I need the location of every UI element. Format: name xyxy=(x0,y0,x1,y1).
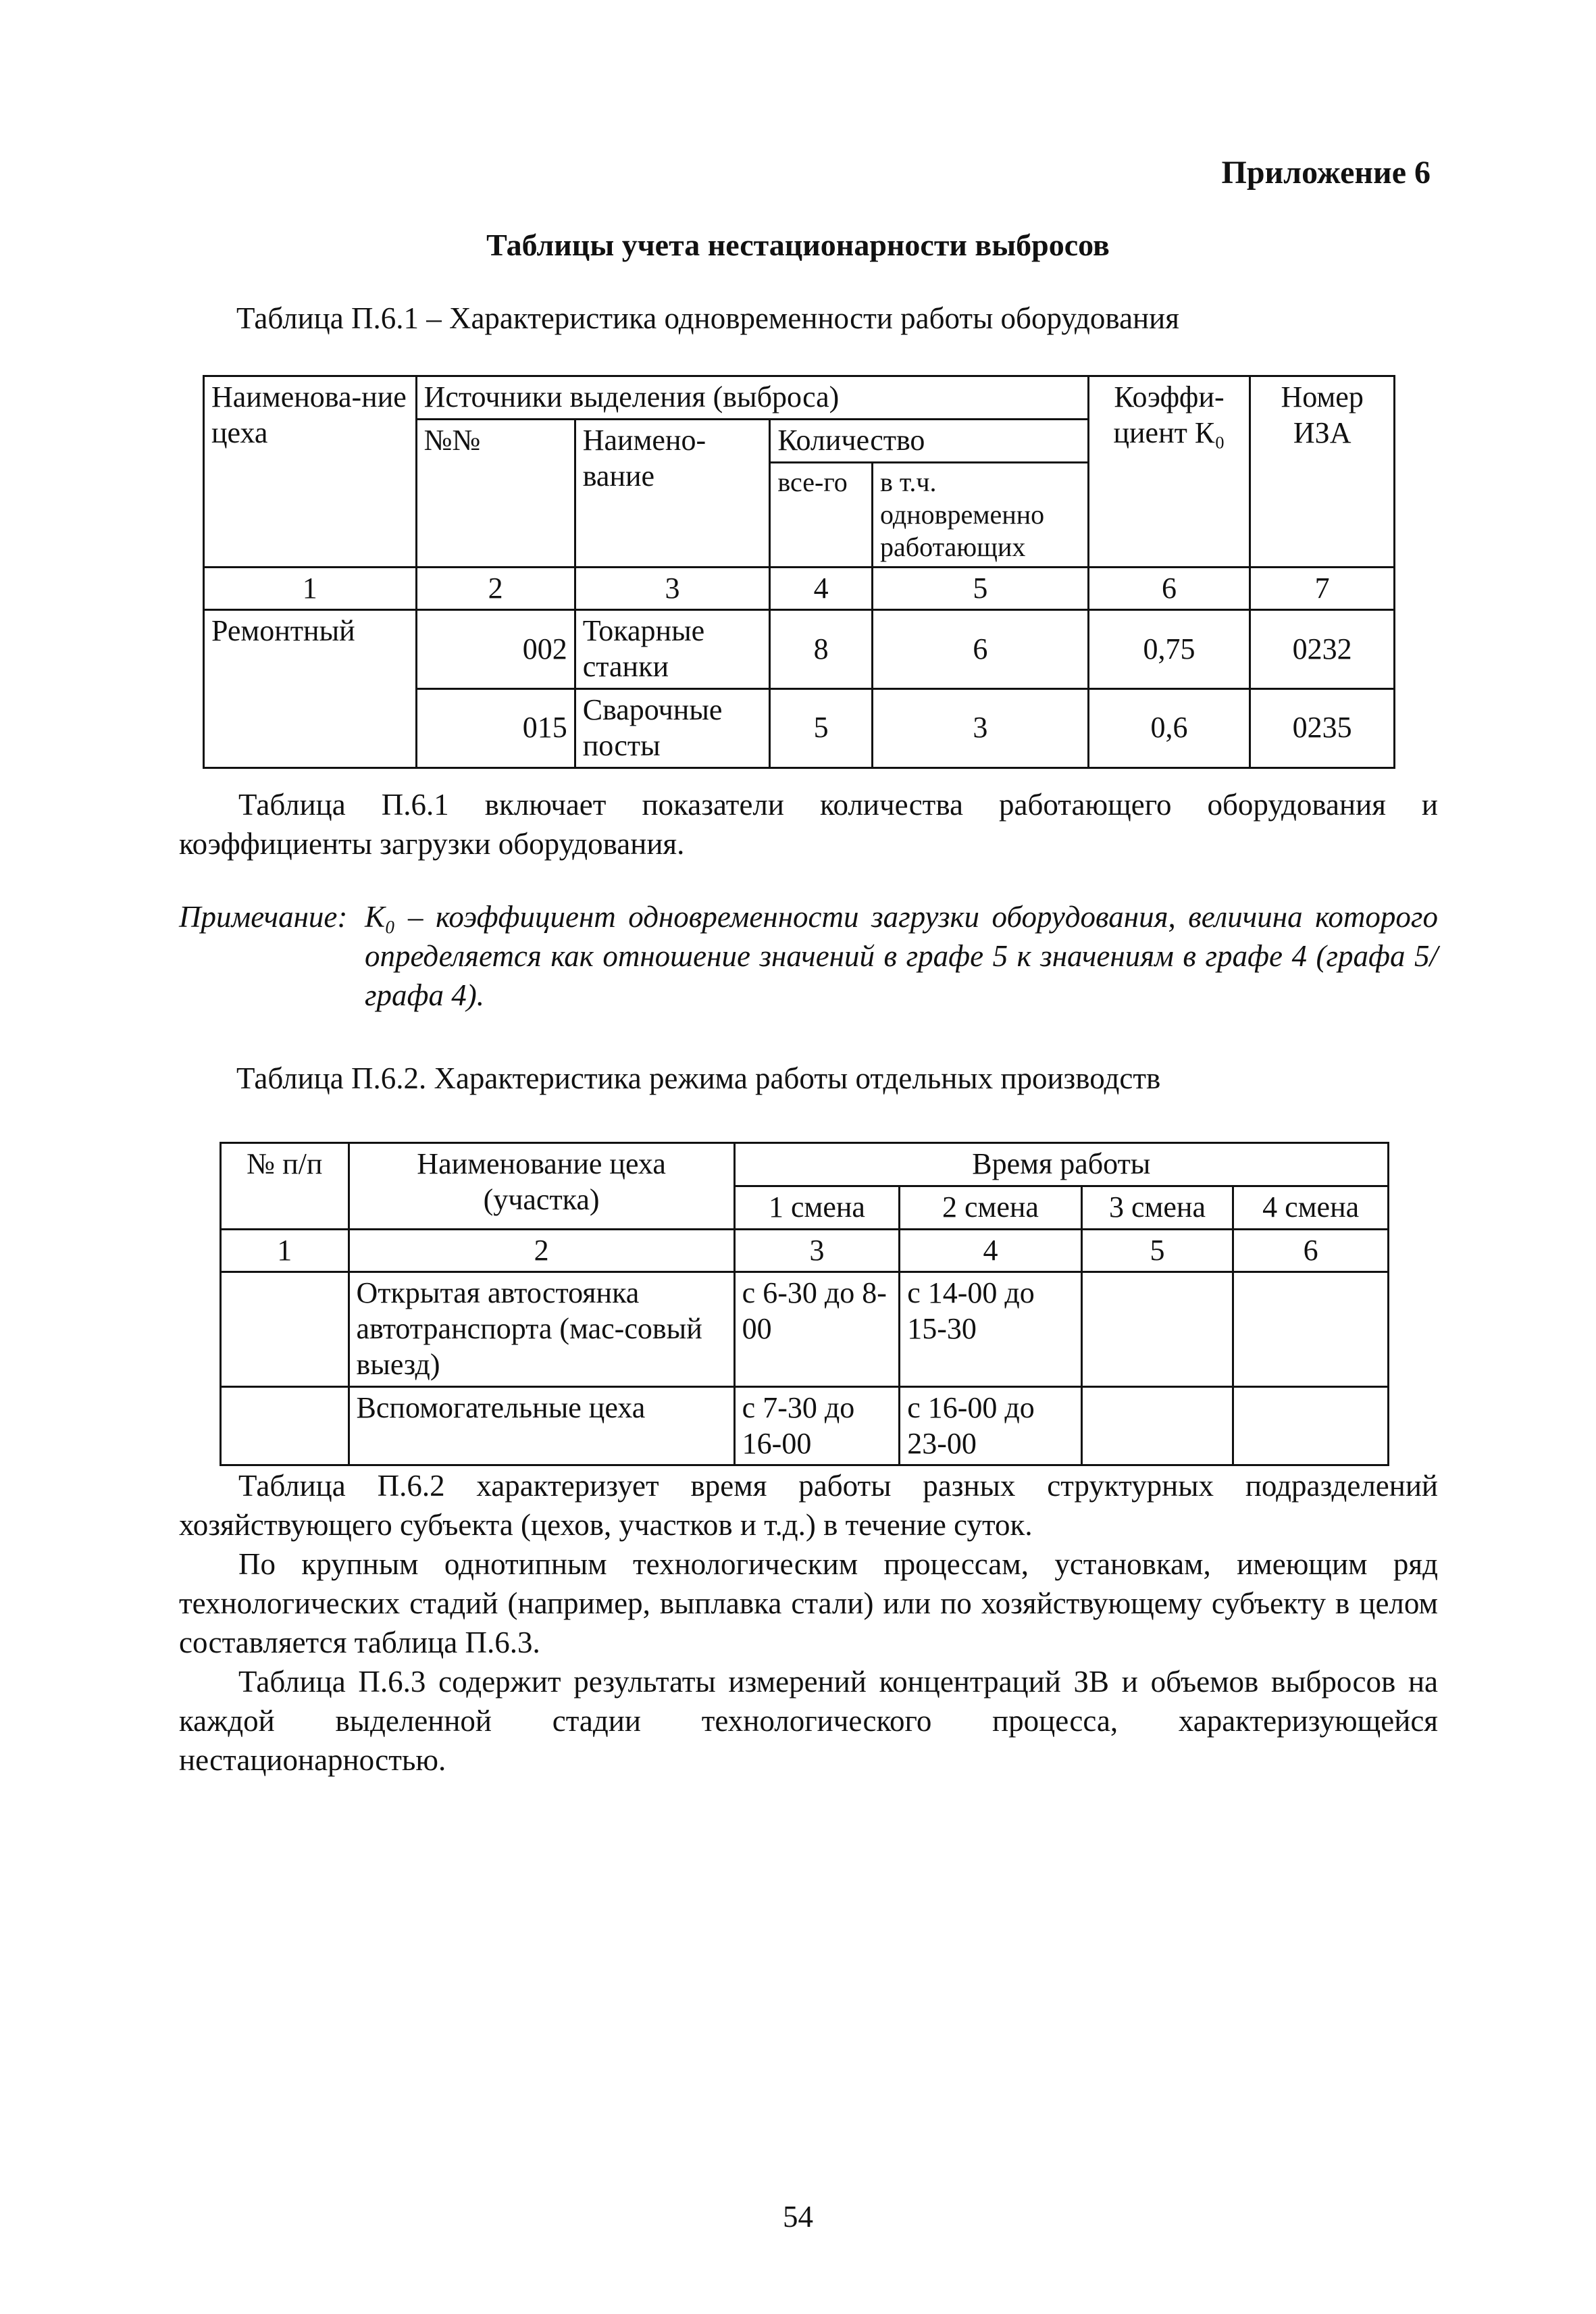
col-number: 2 xyxy=(416,567,575,610)
cell-shift2: с 14-00 до 15-30 xyxy=(900,1272,1081,1386)
cell-iza: 0235 xyxy=(1250,688,1395,768)
paragraph-group xyxy=(179,1466,1438,1780)
cell-shift1: с 7-30 до 16-00 xyxy=(734,1386,900,1465)
note-text: К₀ – коэффициент одновременности загрузки оборудования, величина которого определяется как отношение значений в графе 5 к значениям в графе 4 (графа 5/графа 4). xyxy=(365,900,1438,1012)
cell-simultaneous: 6 xyxy=(873,610,1089,689)
cell-name: Сварочные посты xyxy=(575,688,770,768)
col-number: 3 xyxy=(734,1229,900,1272)
col-number: 1 xyxy=(221,1229,349,1272)
cell-shop: Ремонтный xyxy=(204,610,417,768)
col-number: 2 xyxy=(349,1229,734,1272)
header-name: Наимено-вание xyxy=(575,419,770,567)
cell-shop: Вспомогательные цеха xyxy=(349,1386,734,1465)
cell-number: 002 xyxy=(416,610,575,689)
table-row xyxy=(204,610,1395,689)
cell-coef: 0,6 xyxy=(1088,688,1250,768)
appendix-label: Приложение 6 xyxy=(1221,155,1431,191)
note-label: Примечание: xyxy=(179,900,348,934)
cell-shift1: с 6-30 до 8-00 xyxy=(734,1272,900,1386)
header-iza: Номер ИЗА xyxy=(1250,376,1395,568)
cell-shop: Открытая автостоянка автотранспорта (мас-совый выезд) xyxy=(349,1272,734,1386)
col-number: 1 xyxy=(204,567,417,610)
cell-total: 8 xyxy=(770,610,873,689)
header-quantity: Количество xyxy=(770,419,1088,462)
table2-caption: Таблица П.6.2. Характеристика режима работы отдельных производств xyxy=(236,1061,1161,1095)
header-sources: Источники выделения (выброса) xyxy=(416,376,1088,420)
header-number: №№ xyxy=(416,419,575,567)
table1 xyxy=(203,375,1395,769)
header-total: все-го xyxy=(770,462,873,567)
header-simultaneous: в т.ч. одновременно работающих xyxy=(873,462,1089,567)
paragraph-text: По крупным однотипным технологическим процессам, установкам, имеющим ряд технологических стадий (например, выплавка стали) или по хозяйствующему субъекту в целом составляется таблица П.6.3. xyxy=(179,1547,1438,1659)
header-shop: Наименование цеха (участка) xyxy=(349,1143,734,1230)
table-row xyxy=(221,1386,1389,1465)
header-shift: 2 смена xyxy=(900,1186,1081,1229)
paragraph-text: Таблица П.6.1 включает показатели количества работающего оборудования и коэффициенты загрузки оборудования. xyxy=(179,788,1438,861)
header-shift: 1 смена xyxy=(734,1186,900,1229)
cell-total: 5 xyxy=(770,688,873,768)
table1-caption: Таблица П.6.1 – Характеристика одновременности работы оборудования xyxy=(236,301,1179,335)
col-number: 5 xyxy=(873,567,1089,610)
header-shift: 3 смена xyxy=(1081,1186,1233,1229)
cell-shift4 xyxy=(1233,1386,1389,1465)
cell-number: 015 xyxy=(416,688,575,768)
cell-num xyxy=(221,1386,349,1465)
header-shift: 4 смена xyxy=(1233,1186,1389,1229)
header-shop-name: Наименова-ние цеха xyxy=(204,376,417,568)
table2-col-numbers-row xyxy=(221,1229,1389,1272)
header-coef: Коэффи-циент К₀ xyxy=(1088,376,1250,568)
col-number: 5 xyxy=(1081,1229,1233,1272)
col-number: 4 xyxy=(770,567,873,610)
paragraph-text: Таблица П.6.2 характеризует время работы разных структурных подразделений хозяйствующего субъекта (цехов, участков и т.д.) в течение суток. xyxy=(179,1469,1438,1542)
col-number: 7 xyxy=(1250,567,1395,610)
header-time: Время работы xyxy=(734,1143,1388,1186)
page-title: Таблицы учета нестационарности выбросов xyxy=(486,228,1110,262)
cell-name: Токарные станки xyxy=(575,610,770,689)
paragraph-text: Таблица П.6.3 содержит результаты измерений концентраций ЗВ и объемов выбросов на каждой выделенной стадии технологического процесса, характеризующейся нестационарностью. xyxy=(179,1665,1438,1777)
cell-shift3 xyxy=(1081,1386,1233,1465)
cell-simultaneous: 3 xyxy=(873,688,1089,768)
cell-coef: 0,75 xyxy=(1088,610,1250,689)
page-number: 54 xyxy=(783,2200,813,2234)
note xyxy=(179,897,1438,1015)
cell-shift3 xyxy=(1081,1272,1233,1386)
col-number: 4 xyxy=(900,1229,1081,1272)
cell-shift4 xyxy=(1233,1272,1389,1386)
header-num: № п/п xyxy=(221,1143,349,1230)
table2 xyxy=(220,1142,1389,1466)
table-row xyxy=(221,1272,1389,1386)
col-number: 6 xyxy=(1088,567,1250,610)
col-number: 6 xyxy=(1233,1229,1389,1272)
col-number: 3 xyxy=(575,567,770,610)
paragraph xyxy=(179,785,1438,863)
table2-header-row xyxy=(221,1143,1389,1186)
cell-shift2: с 16-00 до 23-00 xyxy=(900,1386,1081,1465)
table1-col-numbers-row xyxy=(204,567,1395,610)
cell-iza: 0232 xyxy=(1250,610,1395,689)
cell-num xyxy=(221,1272,349,1386)
table1-header-row xyxy=(204,376,1395,420)
